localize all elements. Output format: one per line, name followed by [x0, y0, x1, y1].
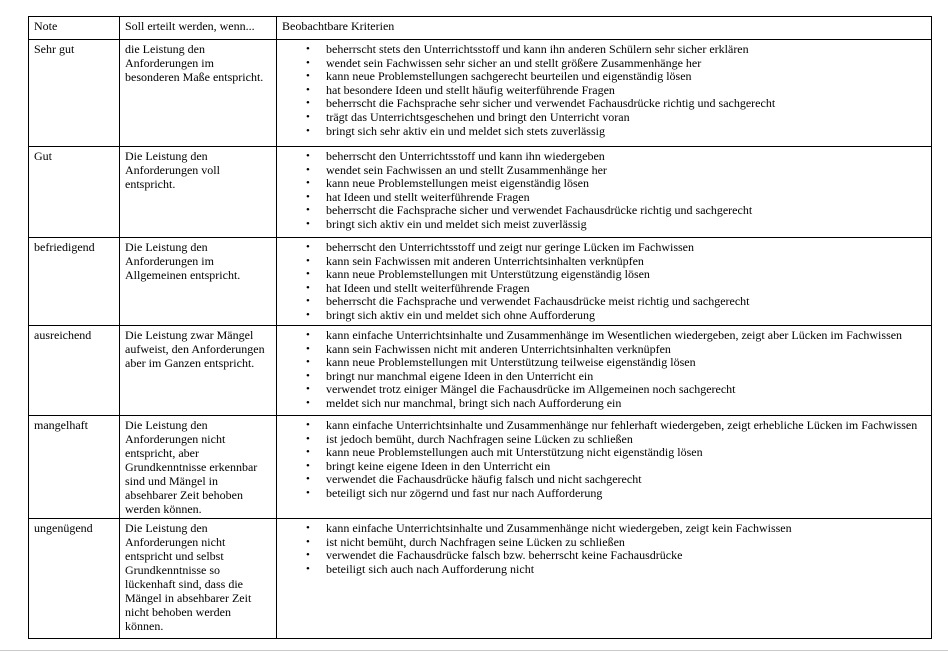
criterion-item: • kann neue Problemstellungen auch mit Unterstützung nicht eigenständig lösen	[326, 446, 926, 460]
note-cell: ausreichend	[29, 326, 120, 416]
criterion-item: • bringt sich aktiv ein und meldet sich ohne Aufforderung	[326, 309, 926, 323]
table-body	[29, 40, 932, 639]
note-cell: befriedigend	[29, 238, 120, 326]
criterion-item: • meldet sich nur manchmal, bringt sich nach Aufforderung ein	[326, 397, 926, 411]
note-cell: Sehr gut	[29, 40, 120, 147]
criterion-item: • kann einfache Unterrichtsinhalte und Zusammenhänge nicht wiedergeben, zeigt kein Fachwissen	[326, 522, 926, 536]
criterion-item: • hat Ideen und stellt weiterführende Fragen	[326, 191, 926, 205]
criterion-item: • ist nicht bemüht, durch Nachfragen seine Lücken zu schließen	[326, 536, 926, 550]
criterion-item: • trägt das Unterrichtsgeschehen und bringt den Unterricht voran	[326, 111, 926, 125]
criterion-item: • kann neue Problemstellungen sachgerecht beurteilen und eigenständig lösen	[326, 70, 926, 84]
criterion-item: • kann neue Problemstellungen mit Unterstützung eigenständig lösen	[326, 268, 926, 282]
criterion-item: • bringt sich aktiv ein und meldet sich meist zuverlässig	[326, 218, 926, 232]
criterion-item: • kann einfache Unterrichtsinhalte und Zusammenhänge nur fehlerhaft wiedergeben, zeigt erhebliche Lücken im Fachwissen	[326, 419, 926, 433]
criterion-item: • kann sein Fachwissen nicht mit anderen Unterrichtsinhalten verknüpfen	[326, 343, 926, 357]
grading-criteria-table	[28, 16, 932, 639]
criterion-item: • verwendet trotz einiger Mängel die Fachausdrücke im Allgemeinen noch sachgerecht	[326, 383, 926, 397]
criterion-item: • ist jedoch bemüht, durch Nachfragen seine Lücken zu schließen	[326, 433, 926, 447]
criterion-item: • hat besondere Ideen und stellt häufig weiterführende Fragen	[326, 84, 926, 98]
grade-row	[29, 147, 932, 238]
column-header-condition: Soll erteilt werden, wenn...	[120, 17, 277, 40]
criterion-item: • beherrscht die Fachsprache sicher und verwendet Fachausdrücke richtig und sachgerecht	[326, 204, 926, 218]
criteria-cell	[277, 40, 932, 147]
grade-row	[29, 326, 932, 416]
criterion-item: • bringt sich sehr aktiv ein und meldet sich stets zuverlässig	[326, 125, 926, 139]
grade-row	[29, 40, 932, 147]
note-cell: ungenügend	[29, 519, 120, 639]
condition-cell: die Leistung den Anforderungen im besonderen Maße entspricht.	[120, 40, 277, 147]
criterion-item: • beteiligt sich nur zögernd und fast nur nach Aufforderung	[326, 487, 926, 501]
note-cell: Gut	[29, 147, 120, 238]
criterion-item: • beherrscht den Unterrichtsstoff und kann ihn wiedergeben	[326, 150, 926, 164]
table-header-row	[29, 17, 932, 40]
condition-cell: Die Leistung zwar Mängel aufweist, den Anforderungen aber im Ganzen entspricht.	[120, 326, 277, 416]
criterion-item: • verwendet die Fachausdrücke falsch bzw. beherrscht keine Fachausdrücke	[326, 549, 926, 563]
condition-cell: Die Leistung den Anforderungen voll entspricht.	[120, 147, 277, 238]
grade-row	[29, 416, 932, 519]
criteria-list	[282, 43, 926, 138]
criterion-item: • kann neue Problemstellungen mit Unterstützung teilweise eigenständig lösen	[326, 356, 926, 370]
criterion-item: • wendet sein Fachwissen an und stellt Zusammenhänge her	[326, 164, 926, 178]
criterion-item: • bringt nur manchmal eigene Ideen in den Unterricht ein	[326, 370, 926, 384]
condition-cell: Die Leistung den Anforderungen im Allgemeinen entspricht.	[120, 238, 277, 326]
criterion-item: • hat Ideen und stellt weiterführende Fragen	[326, 282, 926, 296]
criteria-cell	[277, 416, 932, 519]
criterion-item: • beherrscht stets den Unterrichtsstoff und kann ihn anderen Schülern sehr sicher erklären	[326, 43, 926, 57]
condition-cell: Die Leistung den Anforderungen nicht entspricht und selbst Grundkenntnisse so lückenhaft sind, dass die Mängel in absehbarer Zeit nicht behoben werden können.	[120, 519, 277, 639]
criterion-item: • beteiligt sich auch nach Aufforderung nicht	[326, 563, 926, 577]
criteria-list	[282, 522, 926, 576]
criterion-item: • beherrscht die Fachsprache und verwendet Fachausdrücke meist richtig und sachgerecht	[326, 295, 926, 309]
criteria-cell	[277, 238, 932, 326]
column-header-criteria: Beobachtbare Kriterien	[277, 17, 932, 40]
criteria-cell	[277, 326, 932, 416]
page-bottom-edge	[0, 650, 948, 651]
condition-cell: Die Leistung den Anforderungen nicht entspricht, aber Grundkenntnisse erkennbar sind und Mängel in absehbarer Zeit behoben werden können.	[120, 416, 277, 519]
grade-row	[29, 519, 932, 639]
criterion-item: • kann sein Fachwissen mit anderen Unterrichtsinhalten verknüpfen	[326, 255, 926, 269]
note-cell: mangelhaft	[29, 416, 120, 519]
criteria-list	[282, 329, 926, 411]
criteria-list	[282, 419, 926, 501]
criterion-item: • beherrscht die Fachsprache sehr sicher und verwendet Fachausdrücke richtig und sachgerecht	[326, 97, 926, 111]
criteria-cell	[277, 147, 932, 238]
criterion-item: • wendet sein Fachwissen sehr sicher an und stellt größere Zusammenhänge her	[326, 57, 926, 71]
criterion-item: • kann neue Problemstellungen meist eigenständig lösen	[326, 177, 926, 191]
criteria-list	[282, 150, 926, 232]
grade-row	[29, 238, 932, 326]
column-header-note: Note	[29, 17, 120, 40]
criterion-item: • beherrscht den Unterrichtsstoff und zeigt nur geringe Lücken im Fachwissen	[326, 241, 926, 255]
criterion-item: • kann einfache Unterrichtsinhalte und Zusammenhänge im Wesentlichen wiedergeben, zeigt aber Lücken im Fachwissen	[326, 329, 926, 343]
criterion-item: • verwendet die Fachausdrücke häufig falsch und nicht sachgerecht	[326, 473, 926, 487]
criterion-item: • bringt keine eigene Ideen in den Unterricht ein	[326, 460, 926, 474]
criteria-list	[282, 241, 926, 323]
criteria-cell	[277, 519, 932, 639]
